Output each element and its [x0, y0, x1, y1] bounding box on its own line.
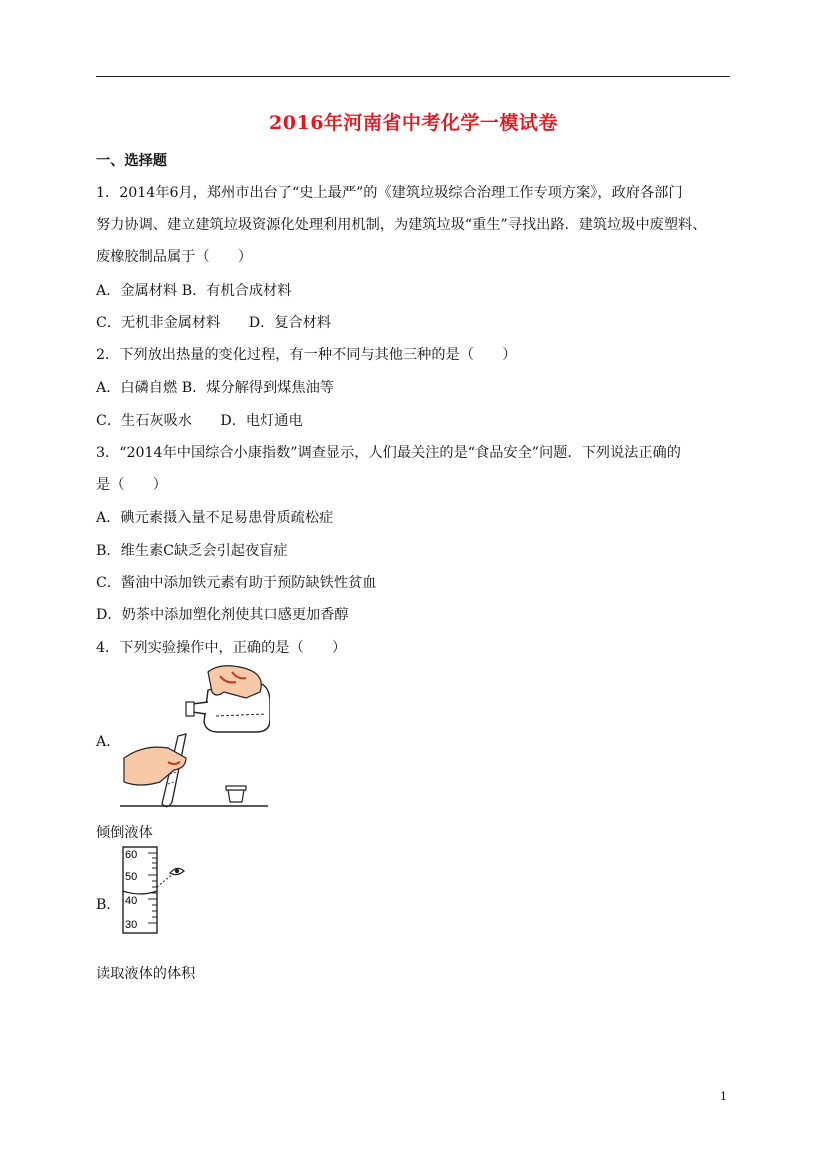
q4-option-b-caption: 读取液体的体积 [96, 966, 196, 982]
bottle-stopper [226, 786, 246, 802]
graduated-cylinder-illustration [120, 845, 186, 935]
q4-option-b-label: B． [96, 897, 121, 913]
q1-line2: 努力协调、建立建筑垃圾资源化处理利用机制，为建筑垃圾“重生”寻找出路．建筑垃圾中废塑料、 [96, 217, 707, 233]
q3-line1: 3．“2014年中国综合小康指数”调查显示，人们最关注的是“食品安全”问题．下列说法正确的 [96, 445, 681, 461]
q1-options-cd: C．无机非金属材料 D．复合材料 [96, 315, 332, 331]
page-number: 1 [720, 1090, 727, 1103]
pouring-liquid-illustration [120, 662, 270, 808]
exam-title: 2016年河南省中考化学一模试卷 [269, 112, 558, 134]
q3-option-a: A．碘元素摄入量不足易患骨质疏松症 [96, 510, 334, 526]
q4-option-a-caption: 倾倒液体 [96, 825, 153, 841]
q3-line2: 是（ ） [96, 477, 167, 493]
q4-option-a-label: A． [96, 734, 121, 750]
q3-option-b: B．维生素C缺乏会引起夜盲症 [96, 543, 288, 559]
header-rule [96, 76, 730, 77]
q4-stem: 4．下列实验操作中，正确的是（ ） [96, 640, 347, 656]
q3-option-c: C．酱油中添加铁元素有助于预防缺铁性贫血 [96, 575, 377, 591]
q1-options-ab: A．金属材料 B．有机合成材料 [96, 283, 292, 299]
q1-line3: 废橡胶制品属于（ ） [96, 249, 253, 265]
q1-line1: 1．2014年6月，郑州市出台了“史上最严”的《建筑垃圾综合治理工作专项方案》，政府各部门 [96, 185, 683, 201]
tick-label-60: 60 [125, 849, 138, 861]
eye-icon [170, 868, 184, 874]
upper-hand [208, 666, 261, 698]
tick-label-50: 50 [125, 871, 138, 883]
q2-options-ab: A．白磷自燃 B．煤分解得到煤焦油等 [96, 380, 334, 396]
q2-options-cd: C．生石灰吸水 D．电灯通电 [96, 413, 303, 429]
tick-label-40: 40 [125, 895, 138, 907]
tick-label-30: 30 [125, 919, 138, 931]
q2-stem: 2．下列放出热量的变化过程，有一种不同与其他三种的是（ ） [96, 347, 517, 363]
q3-option-d: D．奶茶中添加塑化剂使其口感更加香醇 [96, 607, 349, 623]
sight-line [157, 873, 174, 887]
section-heading: 一、选择题 [96, 153, 167, 169]
